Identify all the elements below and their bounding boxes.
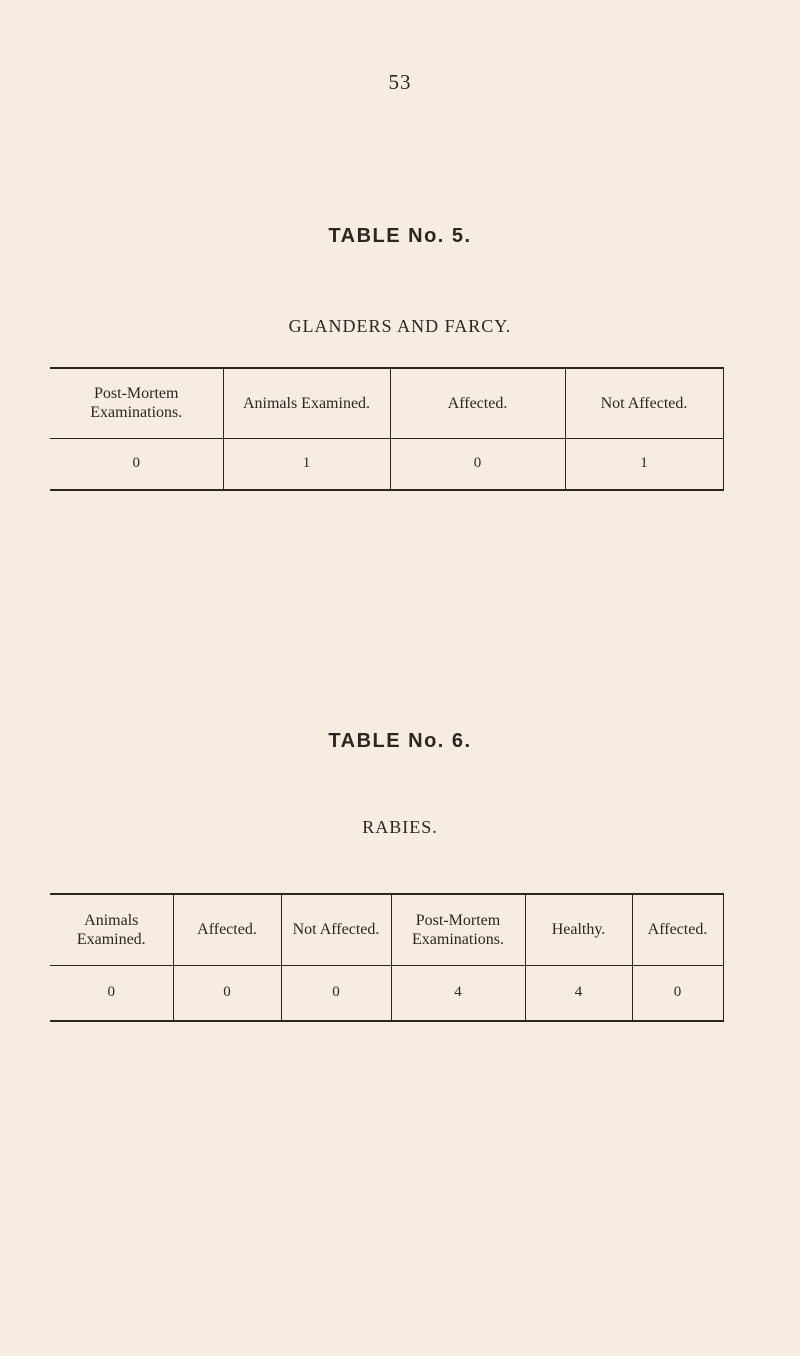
header-healthy: Healthy. [525, 894, 632, 965]
header-not-affected: Not Affected. [281, 894, 391, 965]
header-affected: Affected. [173, 894, 281, 965]
header-post-mortem-examinations: Post-Mortem Examinations. [391, 894, 525, 965]
table-6-subtitle: RABIES. [362, 817, 438, 837]
cell-not-affected: 1 [565, 438, 723, 490]
header-not-affected: Not Affected. [565, 368, 723, 438]
glanders-farcy-table [50, 367, 724, 491]
header-animals-examined: Animals Examined. [223, 368, 390, 438]
table-5-title: TABLE No. 5. [328, 225, 472, 247]
header-post-mortem-affected: Affected. [632, 894, 723, 965]
rabies-table [50, 893, 724, 1022]
cell-animals-examined: 0 [50, 965, 173, 1021]
cell-healthy: 4 [525, 965, 632, 1021]
header-animals-examined: Animals Examined. [50, 894, 173, 965]
table-5-subtitle: GLANDERS AND FARCY. [288, 316, 512, 336]
header-post-mortem-examinations: Post-Mortem Examinations. [50, 368, 223, 438]
cell-post-mortem-examinations: 0 [50, 438, 223, 490]
cell-post-mortem-examinations: 4 [391, 965, 525, 1021]
header-affected: Affected. [390, 368, 565, 438]
cell-animals-examined: 1 [223, 438, 390, 490]
page-number: 53 [388, 70, 412, 94]
table-6-title: TABLE No. 6. [328, 730, 472, 752]
cell-post-mortem-affected: 0 [632, 965, 723, 1021]
cell-affected: 0 [173, 965, 281, 1021]
cell-affected: 0 [390, 438, 565, 490]
cell-not-affected: 0 [281, 965, 391, 1021]
